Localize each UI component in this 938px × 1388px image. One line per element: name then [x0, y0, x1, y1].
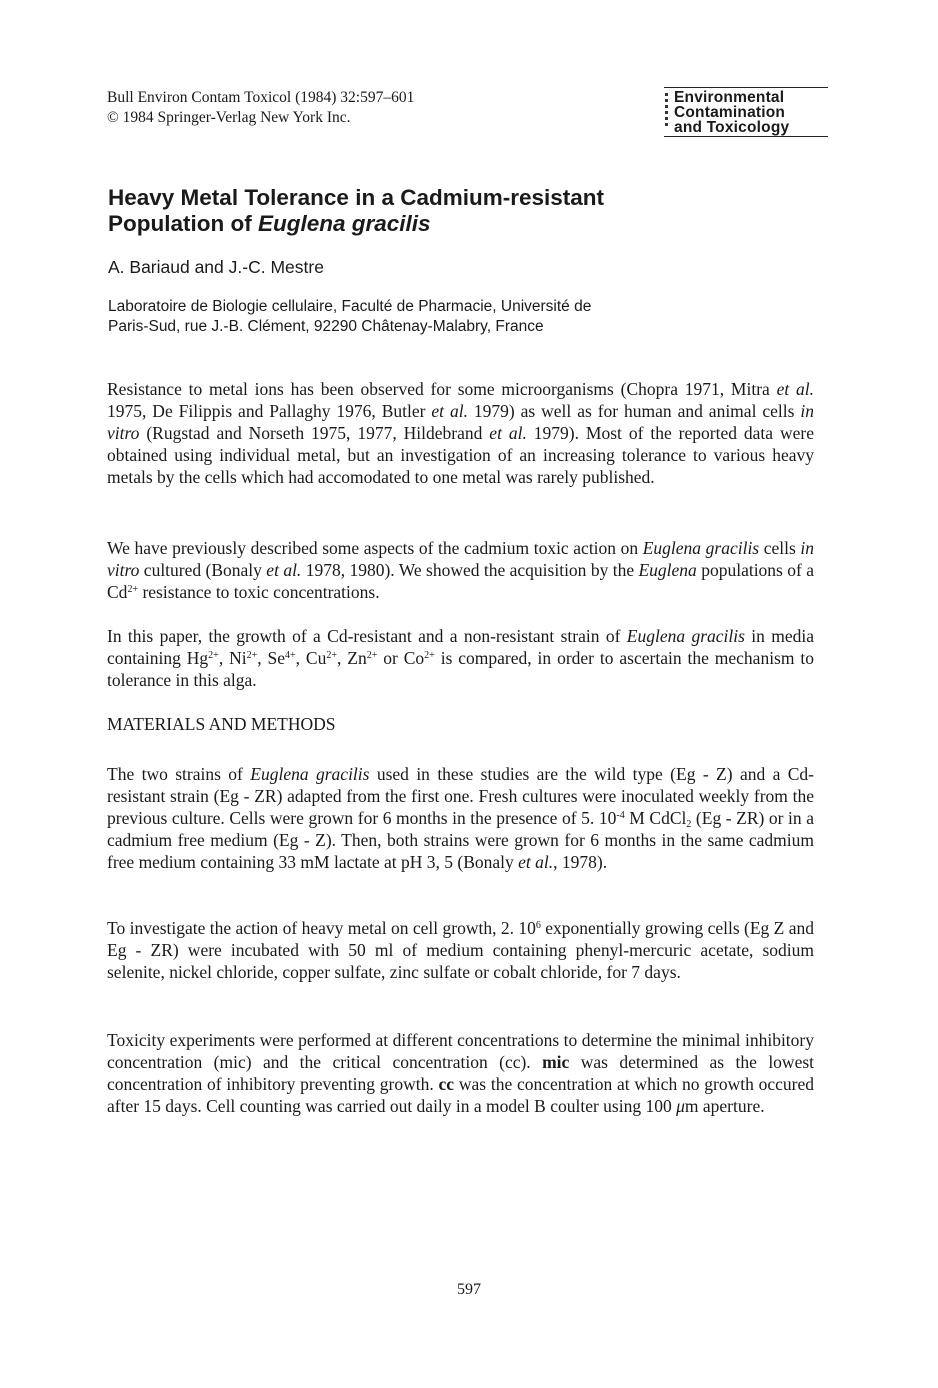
journal-name-line-1: Environmental	[674, 89, 785, 106]
paragraph-intro: Resistance to metal ions has been observed for some microorganisms (Chopra 1971, Mitra et al. 1975, De Filippis and Pallaghy 1976, Butler et al. 1979) as well as for human and animal cells in vitro (Rugstad and Norseth 1975, 1977, Hildebrand et al. 1979). Most of the reported data were obtained using individual metal, but an investigation of an increasing tolerance to various heavy metals by the cells which had accomodated to one metal was rarely published.	[107, 379, 814, 487]
paragraph-toxicity: Toxicity experiments were performed at different concentrations to determine the minimal inhibitory concentration (mic) and the critical concentration (cc). mic was determined as the lowest concentration of inhibitory preventing growth. cc was the concentration at which no growth occured after 15 days. Cell counting was carried out daily in a model B coulter using 100 μm aperture.	[107, 1030, 815, 1116]
citation-block	[107, 88, 414, 128]
section-heading-methods: MATERIALS AND METHODS	[107, 714, 336, 734]
affiliation	[108, 297, 591, 337]
paragraph-aim: In this paper, the growth of a Cd-resistant and a non-resistant strain of Euglena gracilis in media containing $Hg^{2+}$, $Ni^{2+}$, $Se^{4+}$, $Cu^{2+}$, $Zn^{2+}$ or $Co^{2+}$ is compared, in order to ascertain the mechanism to tolerance in this alga.	[107, 626, 814, 690]
journal-name-line-3: and Toxicology	[674, 119, 790, 136]
citation-line-1: Bull Environ Contam Toxicol (1984) 32:597–601	[107, 89, 415, 106]
paragraph-strains: The two strains of Euglena gracilis used in these studies are the wild type (Eg - Z) and a Cd-resistant strain (Eg - ZR) adapted from the first one. Fresh cultures were inoculated weekly from the previous culture. Cells were grown for 6 months in the presence of 5. $10^{-4}$ M CdCl$_2$ (Eg - ZR) or in a cadmium free medium (Eg - Z). Then, both strains were grown for 6 months in the same cadmium free medium containing 33 mM lactate at pH 3, 5 (Bonaly et al., 1978).	[107, 764, 815, 872]
authors: A. Bariaud and J.-C. Mestre	[108, 257, 324, 277]
journal-name-line-2: Contamination	[674, 104, 786, 121]
article-title	[108, 185, 604, 237]
paragraph-previous-work: We have previously described some aspects of the cadmium toxic action on Euglena gracilis cells in vitro cultured (Bonaly et al. 1978, 1980). We showed the acquisition by the Euglena populations of a $Cd^{2+}$ resistance to toxic concentrations.	[107, 538, 814, 602]
journal-logo	[664, 87, 828, 137]
title-line-2-prefix: Population of	[108, 211, 258, 236]
affiliation-line-1: Laboratoire de Biologie cellulaire, Faculté de Pharmacie, Université de	[108, 298, 592, 315]
bulletin-side-mark	[664, 93, 671, 133]
title-line-1: Heavy Metal Tolerance in a Cadmium-resistant	[108, 185, 604, 210]
title-species-name: Euglena gracilis	[257, 211, 431, 236]
page-number: 597	[457, 1281, 481, 1298]
paragraph-growth-assay: To investigate the action of heavy metal on cell growth, 2. $10^6$ exponentially growing cells (Eg Z and Eg - ZR) were incubated with 50 ml of medium containing phenyl-mercuric acetate, sodium selenite, nickel chloride, copper sulfate, zinc sulfate or cobalt chloride, for 7 days.	[107, 918, 814, 982]
citation-line-2: © 1984 Springer-Verlag New York Inc.	[107, 109, 351, 126]
affiliation-line-2: Paris-Sud, rue J.-B. Clément, 92290 Châtenay-Malabry, France	[108, 318, 544, 335]
